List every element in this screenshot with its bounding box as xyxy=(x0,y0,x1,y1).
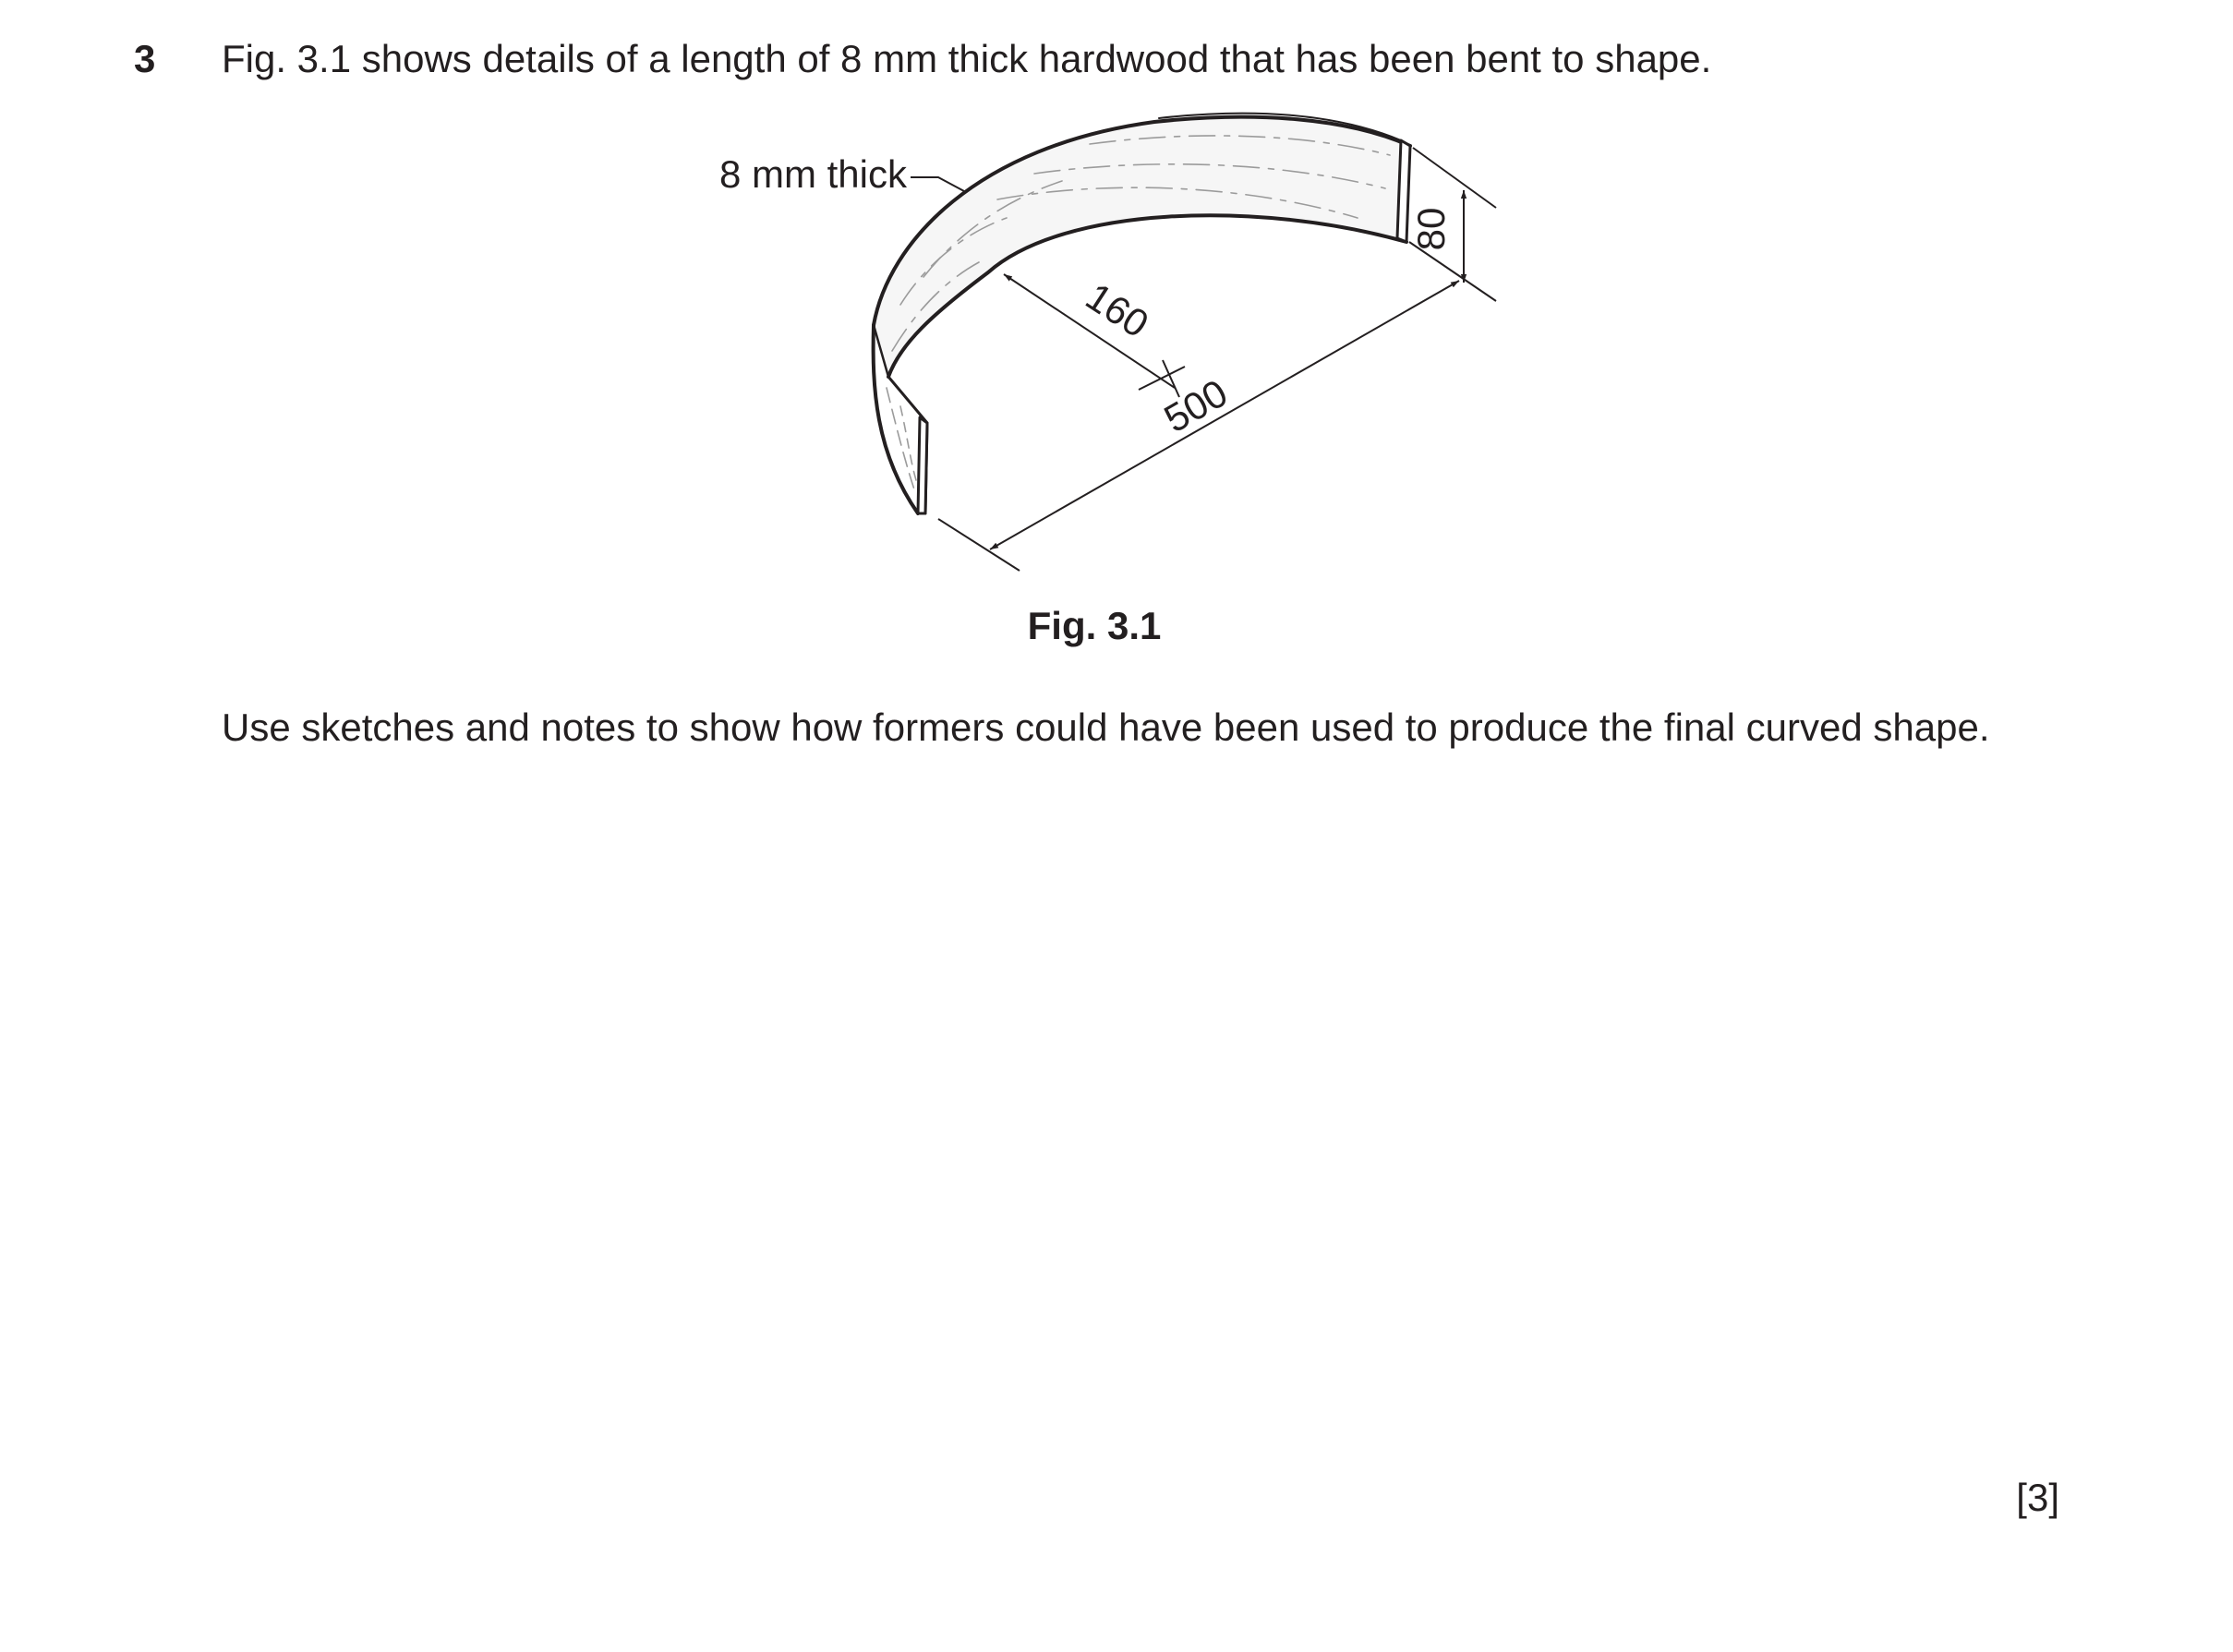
question-number: 3 xyxy=(134,37,156,80)
strip-inner-face xyxy=(874,117,1410,377)
length-label: 500 xyxy=(1156,370,1235,441)
marks-label: [3] xyxy=(2016,1476,2059,1519)
instruction-text: Use sketches and notes to show how formers could have been used to produce the final curved shape. xyxy=(222,705,1990,749)
strip-right-end xyxy=(1397,140,1410,242)
strip-left-end xyxy=(918,417,927,513)
height-label: 80 xyxy=(1409,207,1453,251)
radius-label: 160 xyxy=(1078,274,1157,346)
thickness-leader xyxy=(911,177,964,191)
figure-caption: Fig. 3.1 xyxy=(1027,604,1162,647)
question-text: Fig. 3.1 shows details of a length of 8 mm thick hardwood that has been bent to shape. xyxy=(222,37,1712,80)
thickness-label: 8 mm thick xyxy=(718,152,907,196)
